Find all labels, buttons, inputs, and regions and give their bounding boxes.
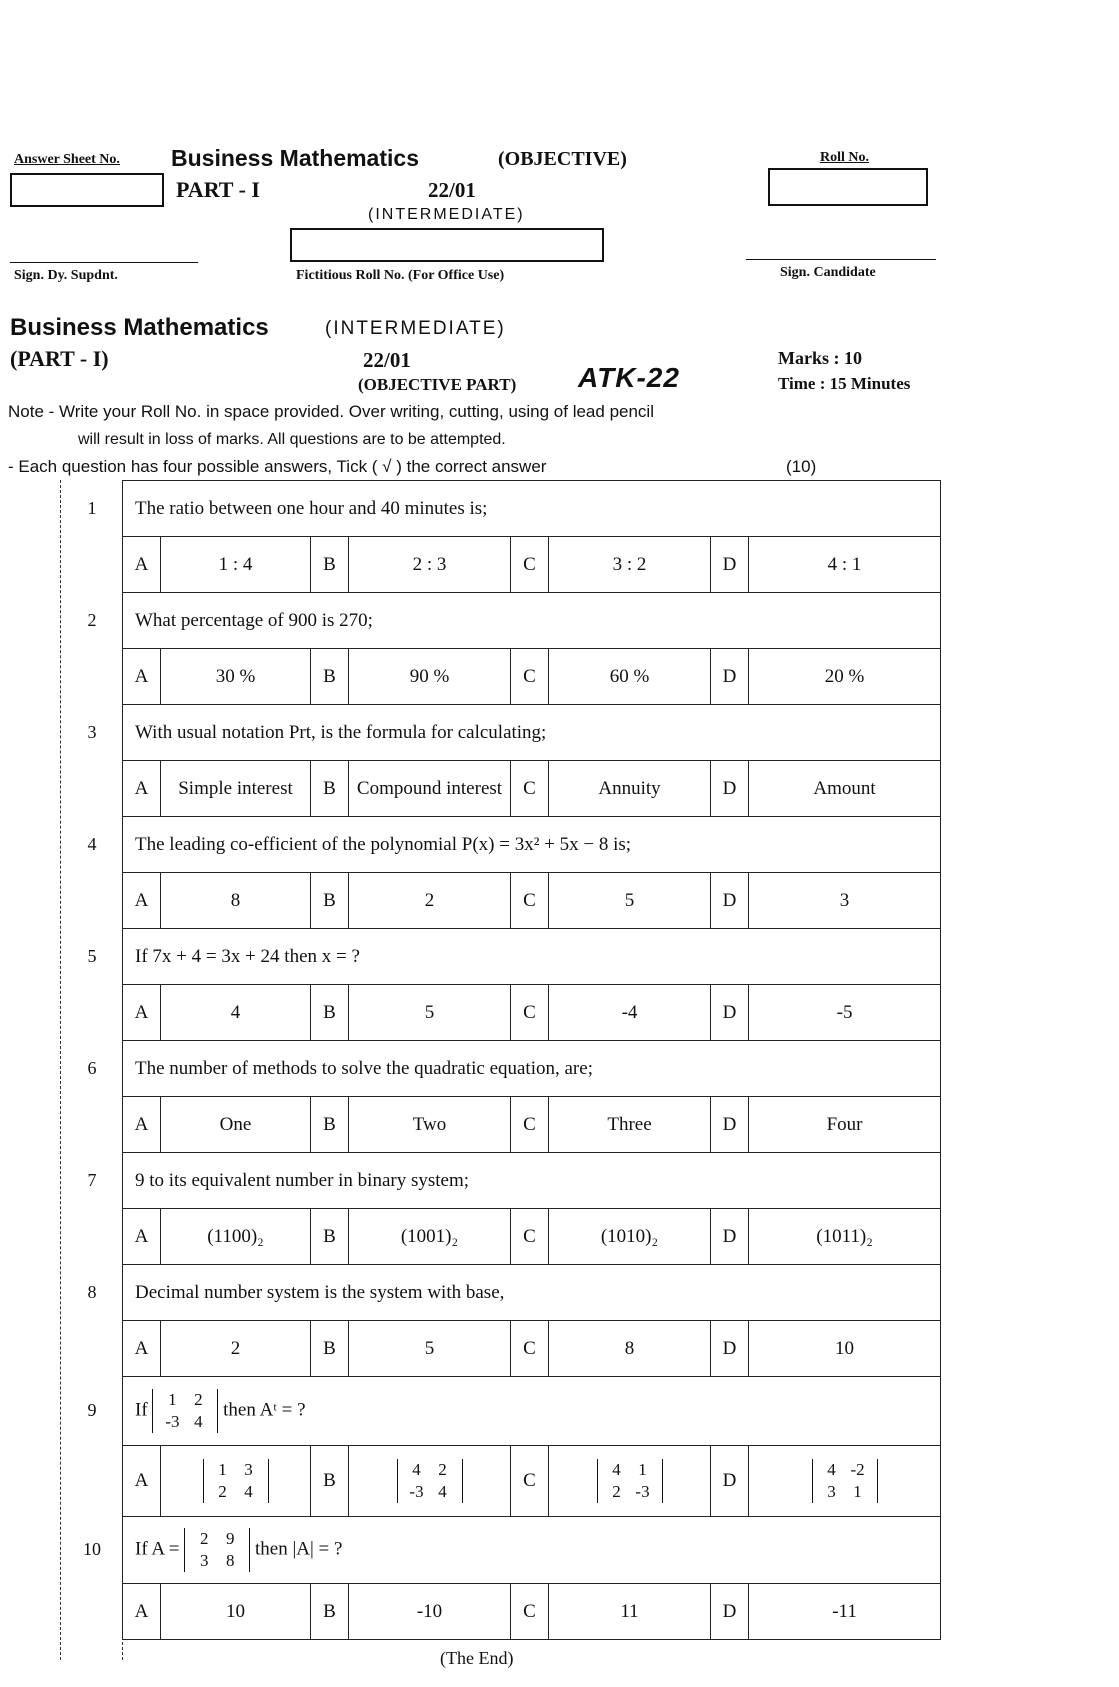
sign-candidate-label: Sign. Candidate [780, 265, 876, 280]
question-text: With usual notation Prt, is the formula for calculating; [123, 705, 941, 761]
matrix-cell: 2 [612, 1482, 621, 1501]
matrix-cell: 3 [827, 1482, 836, 1501]
option-b[interactable]: (1001)₂ [349, 1209, 511, 1265]
option-c[interactable]: Annuity [549, 761, 711, 817]
option-label-b: B [311, 537, 349, 593]
option-label-d: D [711, 649, 749, 705]
matrix-cell: 1 [853, 1482, 862, 1501]
option-label-a: A [123, 985, 161, 1041]
question-text [123, 1517, 941, 1584]
option-b[interactable]: -10 [349, 1584, 511, 1640]
option-label-c: C [511, 1584, 549, 1640]
option-c[interactable]: 3 : 2 [549, 537, 711, 593]
question-text: What percentage of 900 is 270; [123, 593, 941, 649]
option-label-d: D [711, 1209, 749, 1265]
fictitious-roll-label: Fictitious Roll No. (For Office Use) [296, 268, 505, 283]
option-c[interactable] [549, 1446, 711, 1517]
option-label-b: B [311, 985, 349, 1041]
question-number: 10 [83, 1539, 101, 1559]
option-label-c: C [511, 985, 549, 1041]
question-prefix: If A = [135, 1538, 180, 1560]
option-d[interactable]: 4 : 1 [749, 537, 941, 593]
matrix-cell: 4 [194, 1412, 203, 1431]
option-label-c: C [511, 1446, 549, 1517]
fictitious-roll-input[interactable] [290, 228, 604, 262]
matrix-cell: 4 [244, 1482, 253, 1501]
option-d[interactable]: Amount [749, 761, 941, 817]
question-matrix [152, 1389, 218, 1433]
option-label-a: A [123, 537, 161, 593]
matrix-cell: -3 [165, 1412, 180, 1431]
question-row [123, 481, 941, 537]
option-label-c: C [511, 1321, 549, 1377]
answer-sheet-label: Answer Sheet No. [14, 152, 120, 167]
option-d[interactable]: -11 [749, 1584, 941, 1640]
question-text: If 7x + 4 = 3x + 24 then x = ? [123, 929, 941, 985]
options-row [123, 761, 941, 817]
option-label-a: A [123, 649, 161, 705]
question-number: 2 [87, 609, 97, 630]
option-label-d: D [711, 873, 749, 929]
question-number: 9 [87, 1400, 97, 1420]
question-number: 1 [87, 497, 97, 518]
option-label-a: A [123, 1209, 161, 1265]
option-a[interactable] [161, 1446, 311, 1517]
question-text: The ratio between one hour and 40 minutes is; [123, 481, 941, 537]
option-b[interactable] [349, 1446, 511, 1517]
option-label-a: A [123, 873, 161, 929]
matrix-cell: 9 [226, 1529, 235, 1548]
option-a[interactable]: 4 [161, 985, 311, 1041]
option-d[interactable]: (1011)₂ [749, 1209, 941, 1265]
option-d[interactable]: Four [749, 1097, 941, 1153]
matrix-cell: 1 [168, 1390, 177, 1409]
matrix-cell: 4 [612, 1460, 621, 1479]
option-label-b: B [311, 1446, 349, 1517]
option-label-a: A [123, 761, 161, 817]
question-row [123, 1377, 941, 1446]
option-c[interactable]: (1010)₂ [549, 1209, 711, 1265]
question-suffix: then Aᵗ = ? [223, 1399, 306, 1421]
question-row [123, 1153, 941, 1209]
option-label-d: D [711, 985, 749, 1041]
matrix-cell: 1 [218, 1460, 227, 1479]
option-c[interactable]: 5 [549, 873, 711, 929]
option-label-c: C [511, 649, 549, 705]
option-a[interactable]: 30 % [161, 649, 311, 705]
question-number: 3 [87, 721, 97, 742]
matrix-cell: 2 [194, 1390, 203, 1409]
option-c[interactable]: Three [549, 1097, 711, 1153]
question-number: 7 [87, 1169, 97, 1190]
question-text: The number of methods to solve the quadratic equation, are; [123, 1041, 941, 1097]
option-label-d: D [711, 1321, 749, 1377]
option-label-a: A [123, 1584, 161, 1640]
option-b[interactable]: 5 [349, 1321, 511, 1377]
header-subject: Business Mathematics [171, 145, 419, 171]
paper-part: (PART - I) [10, 346, 109, 371]
option-label-d: D [711, 1446, 749, 1517]
option-label-d: D [711, 1584, 749, 1640]
question-suffix: then |A| = ? [255, 1538, 343, 1560]
option-b[interactable]: 2 [349, 873, 511, 929]
option-a[interactable]: 2 [161, 1321, 311, 1377]
matrix-cell: 2 [218, 1482, 227, 1501]
supdnt-signature-line [10, 262, 198, 263]
header-objective: (OBJECTIVE) [498, 148, 627, 170]
option-label-c: C [511, 873, 549, 929]
paper-objective-part: (OBJECTIVE PART) [358, 375, 517, 394]
matrix-cell: 3 [200, 1551, 209, 1570]
matrix-cell: 4 [412, 1460, 421, 1479]
matrix-cell: -3 [635, 1482, 650, 1501]
option-c[interactable]: 8 [549, 1321, 711, 1377]
question-row [123, 1265, 941, 1321]
question-text: The leading co-efficient of the polynomial P(x) = 3x² + 5x − 8 is; [123, 817, 941, 873]
paper-code: 22/01 [363, 348, 411, 372]
option-d[interactable] [749, 1446, 941, 1517]
options-row [123, 873, 941, 929]
option-label-b: B [311, 1584, 349, 1640]
paper-time: Time : 15 Minutes [778, 374, 911, 393]
matrix-cell: 4 [827, 1460, 836, 1479]
option-a[interactable]: 8 [161, 873, 311, 929]
option-c[interactable]: -4 [549, 985, 711, 1041]
answer-sheet-input[interactable] [10, 173, 164, 207]
question-row [123, 1517, 941, 1584]
option-label-c: C [511, 537, 549, 593]
sign-supdnt-label: Sign. Dy. Supdnt. [14, 268, 118, 283]
question-row [123, 817, 941, 873]
option-label-a: A [123, 1321, 161, 1377]
option-label-a: A [123, 1097, 161, 1153]
header-intermediate: (INTERMEDIATE) [368, 206, 525, 223]
option-label-b: B [311, 1321, 349, 1377]
option-matrix [597, 1459, 663, 1503]
option-b[interactable]: Two [349, 1097, 511, 1153]
option-label-b: B [311, 1097, 349, 1153]
option-d[interactable]: 3 [749, 873, 941, 929]
options-row [123, 985, 941, 1041]
candidate-signature-line [746, 259, 936, 260]
options-row [123, 537, 941, 593]
roll-no-input[interactable] [768, 168, 928, 206]
option-label-d: D [711, 537, 749, 593]
handwritten-code: ATK-22 [578, 362, 680, 393]
option-label-c: C [511, 1097, 549, 1153]
options-row [123, 1209, 941, 1265]
option-c[interactable]: 60 % [549, 649, 711, 705]
option-matrix [397, 1459, 463, 1503]
option-a[interactable]: 1 : 4 [161, 537, 311, 593]
question-row [123, 593, 941, 649]
option-matrix [812, 1459, 878, 1503]
option-label-a: A [123, 1446, 161, 1517]
question-number: 6 [87, 1057, 97, 1078]
options-row [123, 1097, 941, 1153]
note-line-3: - Each question has four possible answers, Tick ( √ ) the correct answer [8, 457, 547, 476]
matrix-cell: 1 [638, 1460, 647, 1479]
header-part: PART - I [176, 177, 260, 202]
option-b[interactable]: 5 [349, 985, 511, 1041]
option-label-b: B [311, 761, 349, 817]
option-a[interactable]: 10 [161, 1584, 311, 1640]
question-matrix [184, 1528, 250, 1572]
option-label-c: C [511, 761, 549, 817]
option-d[interactable]: -5 [749, 985, 941, 1041]
paper-intermediate: (INTERMEDIATE) [325, 318, 506, 339]
question-number: 4 [87, 833, 97, 854]
matrix-cell: -2 [850, 1460, 865, 1479]
option-b[interactable]: Compound interest [349, 761, 511, 817]
option-label-b: B [311, 649, 349, 705]
option-matrix [203, 1459, 269, 1503]
option-label-d: D [711, 761, 749, 817]
question-number: 8 [87, 1281, 97, 1302]
question-row [123, 929, 941, 985]
option-c[interactable]: 11 [549, 1584, 711, 1640]
options-row [123, 1446, 941, 1517]
option-label-d: D [711, 1097, 749, 1153]
paper-subject: Business Mathematics [10, 314, 269, 341]
option-a[interactable]: (1100)₂ [161, 1209, 311, 1265]
question-text [123, 1377, 941, 1446]
matrix-cell: 4 [438, 1482, 447, 1501]
question-text: 9 to its equivalent number in binary system; [123, 1153, 941, 1209]
option-label-c: C [511, 1209, 549, 1265]
option-a[interactable]: One [161, 1097, 311, 1153]
options-row [123, 1321, 941, 1377]
question-prefix: If [135, 1399, 148, 1421]
paper-marks: Marks : 10 [778, 348, 862, 368]
option-b[interactable]: 90 % [349, 649, 511, 705]
option-d[interactable]: 10 [749, 1321, 941, 1377]
question-row [123, 705, 941, 761]
note-line-1: Note - Write your Roll No. in space provided. Over writing, cutting, using of lead pencil [8, 402, 654, 421]
header-code: 22/01 [428, 178, 476, 202]
note-line-2: will result in loss of marks. All questions are to be attempted. [78, 431, 506, 448]
note-marks: (10) [786, 457, 817, 476]
matrix-cell: -3 [409, 1482, 424, 1501]
option-d[interactable]: 20 % [749, 649, 941, 705]
matrix-cell: 8 [226, 1551, 235, 1570]
question-number: 5 [87, 945, 97, 966]
option-label-b: B [311, 1209, 349, 1265]
matrix-cell: 3 [244, 1460, 253, 1479]
questions-table [122, 480, 941, 1640]
roll-no-label: Roll No. [820, 150, 869, 165]
matrix-cell: 2 [438, 1460, 447, 1479]
question-row [123, 1041, 941, 1097]
option-a[interactable]: Simple interest [161, 761, 311, 817]
option-b[interactable]: 2 : 3 [349, 537, 511, 593]
margin-line-left [60, 480, 61, 1660]
option-label-b: B [311, 873, 349, 929]
options-row [123, 1584, 941, 1640]
options-row [123, 649, 941, 705]
footer-the-end: (The End) [440, 1648, 514, 1668]
question-text: Decimal number system is the system with base, [123, 1265, 941, 1321]
matrix-cell: 2 [200, 1529, 209, 1548]
